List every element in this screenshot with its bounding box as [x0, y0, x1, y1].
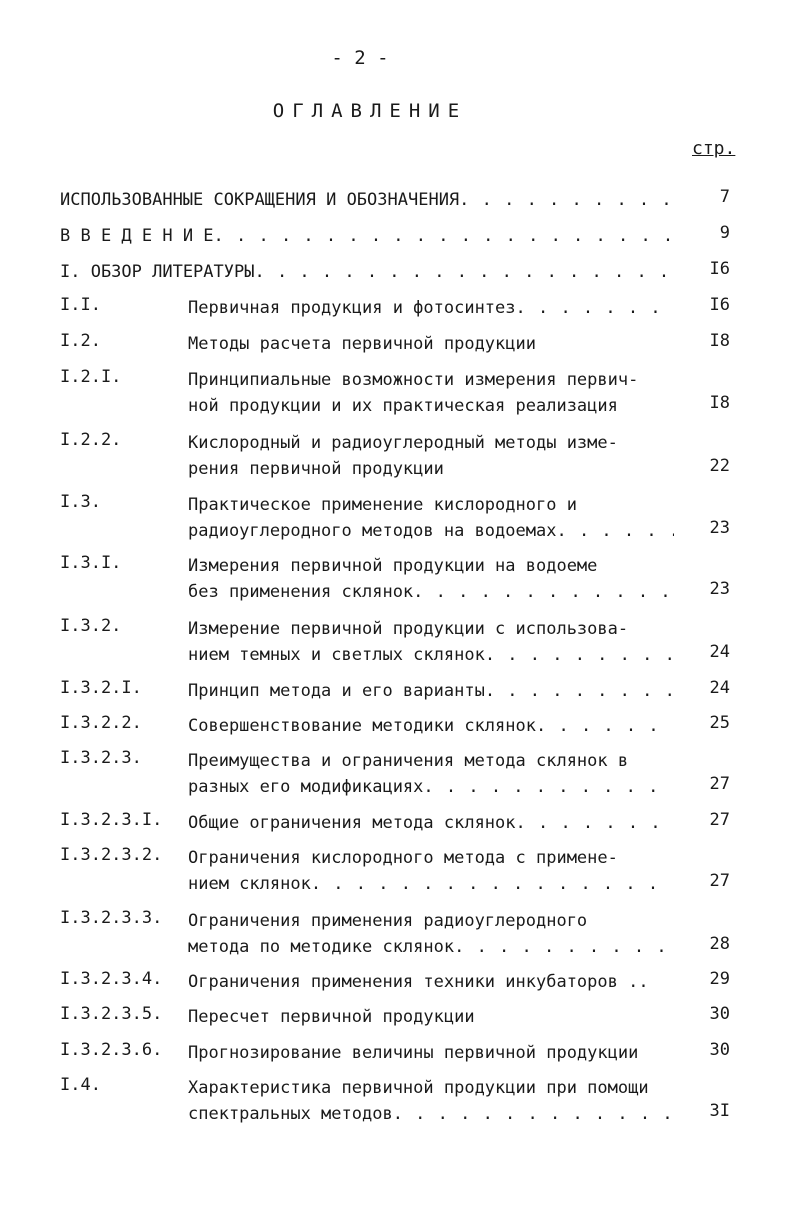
dot-leader — [536, 713, 674, 739]
toc-entry-title — [188, 969, 674, 995]
page-title: ОГЛАВЛЕНИЕ — [272, 100, 468, 122]
toc-entry-number: I.I. — [60, 295, 101, 315]
toc-entry-line: Принцип метода и его варианты — [188, 681, 485, 701]
toc-entry-line: радиоуглеродного методов на водоемах — [188, 521, 557, 541]
toc-entry-title — [188, 331, 674, 357]
dot-leader — [214, 223, 674, 249]
toc-entry-line: Ограничения применения радиоуглеродного — [188, 911, 588, 931]
toc-entry-line: Преимущества и ограничения метода склянок в — [188, 751, 629, 771]
toc-entry-line: Принципиальные возможности измерения первич- — [188, 370, 639, 390]
toc-entry-line: нием склянок — [188, 874, 311, 894]
toc-entry-line: Кислородный и радиоуглеродный методы изме- — [188, 433, 618, 453]
toc-entry-number: I.3.2.I. — [60, 678, 142, 698]
toc-entry-title — [188, 1040, 674, 1066]
toc-entry-line: разных его модификациях — [188, 777, 424, 797]
toc-entry-page: 27 — [709, 810, 730, 830]
toc-entry-line: нием темных и светлых склянок — [188, 645, 485, 665]
toc-entry-page: I6 — [709, 259, 730, 279]
toc-entry-number: I.3.2.3.2. — [60, 845, 163, 865]
toc-entry-line: Измерения первичной продукции на водоеме — [188, 556, 598, 576]
toc-entry-title — [60, 187, 674, 213]
dot-leader — [556, 518, 674, 544]
toc-entry-number: I.4. — [60, 1075, 101, 1095]
toc-entry-number: I.3.2.3.6. — [60, 1040, 163, 1060]
dot-leader — [516, 810, 674, 836]
toc-entry-title — [188, 713, 674, 739]
dot-leader — [454, 934, 674, 960]
toc-entry-line: ИСПОЛЬЗОВАННЫЕ СОКРАЩЕНИЯ И ОБОЗНАЧЕНИЯ — [60, 190, 460, 210]
toc-entry-title — [188, 845, 674, 897]
dot-leader — [393, 1101, 674, 1127]
dot-leader — [485, 642, 674, 668]
toc-entry-page: 28 — [709, 934, 730, 954]
toc-entry-title — [188, 295, 674, 321]
toc-entry-number: I.3.2.3.4. — [60, 969, 163, 989]
dot-leader — [516, 295, 674, 321]
toc-entry-page: 27 — [709, 871, 730, 891]
toc-entry-line: Первичная продукция и фотосинтез — [188, 298, 516, 318]
toc-entry-line: I. ОБЗОР ЛИТЕРАТУРЫ — [60, 262, 255, 282]
toc-entry-number: I.3. — [60, 492, 101, 512]
toc-entry-title — [188, 553, 674, 605]
toc-entry-line: Измерение первичной продукции с использова- — [188, 619, 629, 639]
toc-entry-page: 3I — [709, 1101, 730, 1121]
toc-entry-title — [188, 810, 674, 836]
toc-entry-page: 27 — [709, 774, 730, 794]
toc-entry-page: 22 — [709, 456, 730, 476]
toc-entry-line: Методы расчета первичной продукции — [188, 334, 536, 354]
toc-entry-page: 30 — [709, 1004, 730, 1024]
toc-entry-page: I6 — [709, 295, 730, 315]
toc-entry-page: 25 — [709, 713, 730, 733]
toc-entry-number: I.3.2.3.3. — [60, 908, 163, 928]
toc-entry-page: 29 — [709, 969, 730, 989]
toc-entry-title — [188, 748, 674, 800]
toc-entry-line: без применения склянок — [188, 582, 414, 602]
toc-entry-title — [60, 223, 674, 249]
toc-entry-line: Общие ограничения метода склянок — [188, 813, 516, 833]
toc-entry-title — [60, 259, 674, 285]
page-number: - 2 - — [331, 47, 389, 69]
toc-entry-title — [188, 678, 674, 704]
toc-entry-number: I.2. — [60, 331, 101, 351]
toc-entry-line: метода по методике склянок — [188, 937, 455, 957]
toc-entry-line: Практическое применение кислородного и — [188, 495, 577, 515]
toc-entry-title — [188, 492, 674, 544]
toc-entry-page: 7 — [719, 187, 730, 207]
toc-entry-line: В В Е Д Е Н И Е — [60, 226, 214, 246]
toc-entry-page: 9 — [719, 223, 730, 243]
dot-leader — [254, 259, 674, 285]
toc-entry-number: I.2.2. — [60, 430, 122, 450]
toc-entry-line: Ограничения применения техники инкубаторов .. — [188, 972, 649, 992]
toc-entry-page: 24 — [709, 642, 730, 662]
toc-entry-line: Совершенствование методики склянок — [188, 716, 536, 736]
toc-entry-number: I.3.2.2. — [60, 713, 142, 733]
toc-entry-line: Ограничения кислородного метода с примене- — [188, 848, 618, 868]
toc-entry-page: 24 — [709, 678, 730, 698]
toc-entry-line: Пересчет первичной продукции — [188, 1007, 475, 1027]
toc-entry-title — [188, 908, 674, 960]
toc-entry-number: I.3.I. — [60, 553, 122, 573]
dot-leader — [413, 579, 674, 605]
toc-entry-page: 30 — [709, 1040, 730, 1060]
toc-entry-title — [188, 616, 674, 668]
toc-entry-title — [188, 367, 674, 419]
toc-entry-page: I8 — [709, 393, 730, 413]
toc-entry-page: 23 — [709, 579, 730, 599]
toc-entry-number: I.3.2. — [60, 616, 122, 636]
toc-entry-line: Прогнозирование величины первичной продукции — [188, 1043, 639, 1063]
dot-leader — [423, 774, 674, 800]
toc-entry-number: I.3.2.3. — [60, 748, 142, 768]
toc-entry-title — [188, 1004, 674, 1030]
toc-entry-number: I.3.2.3.I. — [60, 810, 163, 830]
toc-entry-line: Характеристика первичной продукции при помощи — [188, 1078, 649, 1098]
toc-entry-page: 23 — [709, 518, 730, 538]
page-column-header: стр. — [692, 138, 736, 159]
dot-leader — [311, 871, 674, 897]
toc-entry-title — [188, 430, 674, 482]
toc-entry-page: I8 — [709, 331, 730, 351]
toc-entry-line: рения первичной продукции — [188, 459, 444, 479]
toc-entry-line: спектральных методов — [188, 1104, 393, 1124]
dot-leader — [485, 678, 674, 704]
toc-entry-number: I.2.I. — [60, 367, 122, 387]
toc-entry-number: I.3.2.3.5. — [60, 1004, 163, 1024]
dot-leader — [459, 187, 674, 213]
toc-entry-line: ной продукции и их практическая реализация — [188, 396, 618, 416]
toc-entry-title — [188, 1075, 674, 1127]
